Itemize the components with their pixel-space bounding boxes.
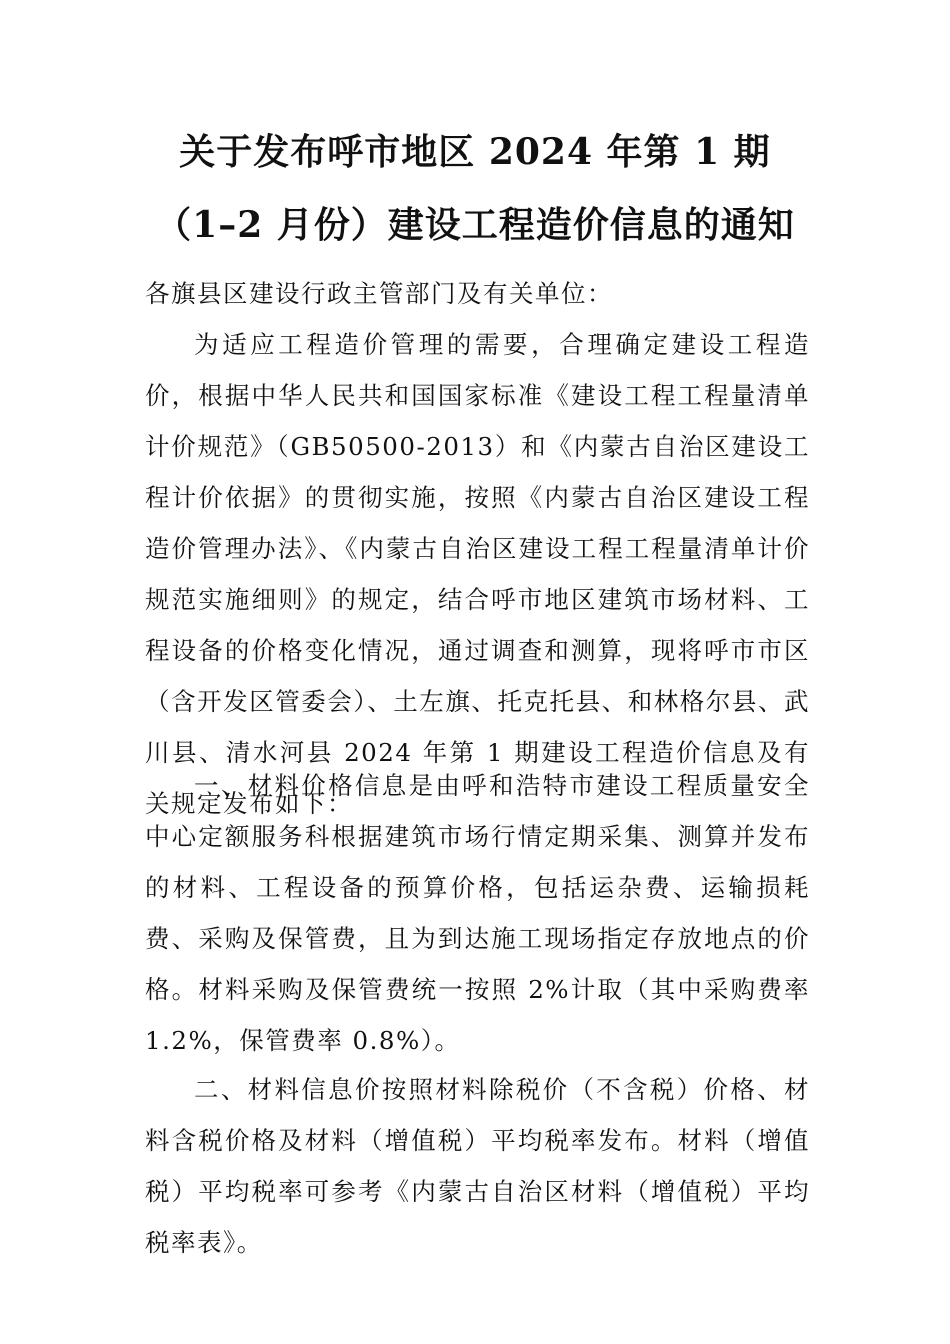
- paragraph-intro: 为适应工程造价管理的需要，合理确定建设工程造价，根据中华人民共和国国家标准《建设工程工程量清单计价规范》（GB50500-2013）和《内蒙古自治区建设工程计价依据》的贯彻实施，按照《内蒙古自治区建设工程造价管理办法》、《内蒙古自治区建设工程工程量清单计价规范实施细则》的规定，结合呼市地区建筑市场材料、工程设备的价格变化情况，通过调查和测算，现将呼市市区（含开发区管委会）、土左旗、托克托县、和林格尔县、武川县、清水河县 2024 年第 1 期建设工程造价信息及有关规定发布如下：: [145, 330, 810, 818]
- document-title-line-2: （1–2 月份）建设工程造价信息的通知: [155, 204, 795, 246]
- paragraph-item-1: 一、材料价格信息是由呼和浩特市建设工程质量安全中心定额服务科根据建筑市场行情定期采集、测算并发布的材料、工程设备的预算价格，包括运杂费、运输损耗费、采购及保管费，且为到达施工现场指定存放地点的价格。材料采购及保管费统一按照 2%计取（其中采购费率 1.2%，保管费率 0.8%）。: [145, 771, 810, 1055]
- document-title-line-1: 关于发布呼市地区 2024 年第 1 期: [179, 131, 771, 173]
- paragraph-item-2: 二、材料信息价按照材料除税价（不含税）价格、材料含税价格及材料（增值税）平均税率发布。材料（增值税）平均税率可参考《内蒙古自治区材料（增值税）平均税率表》。: [145, 1075, 810, 1257]
- salutation: 各旗县区建设行政主管部门及有关单位：: [145, 279, 613, 308]
